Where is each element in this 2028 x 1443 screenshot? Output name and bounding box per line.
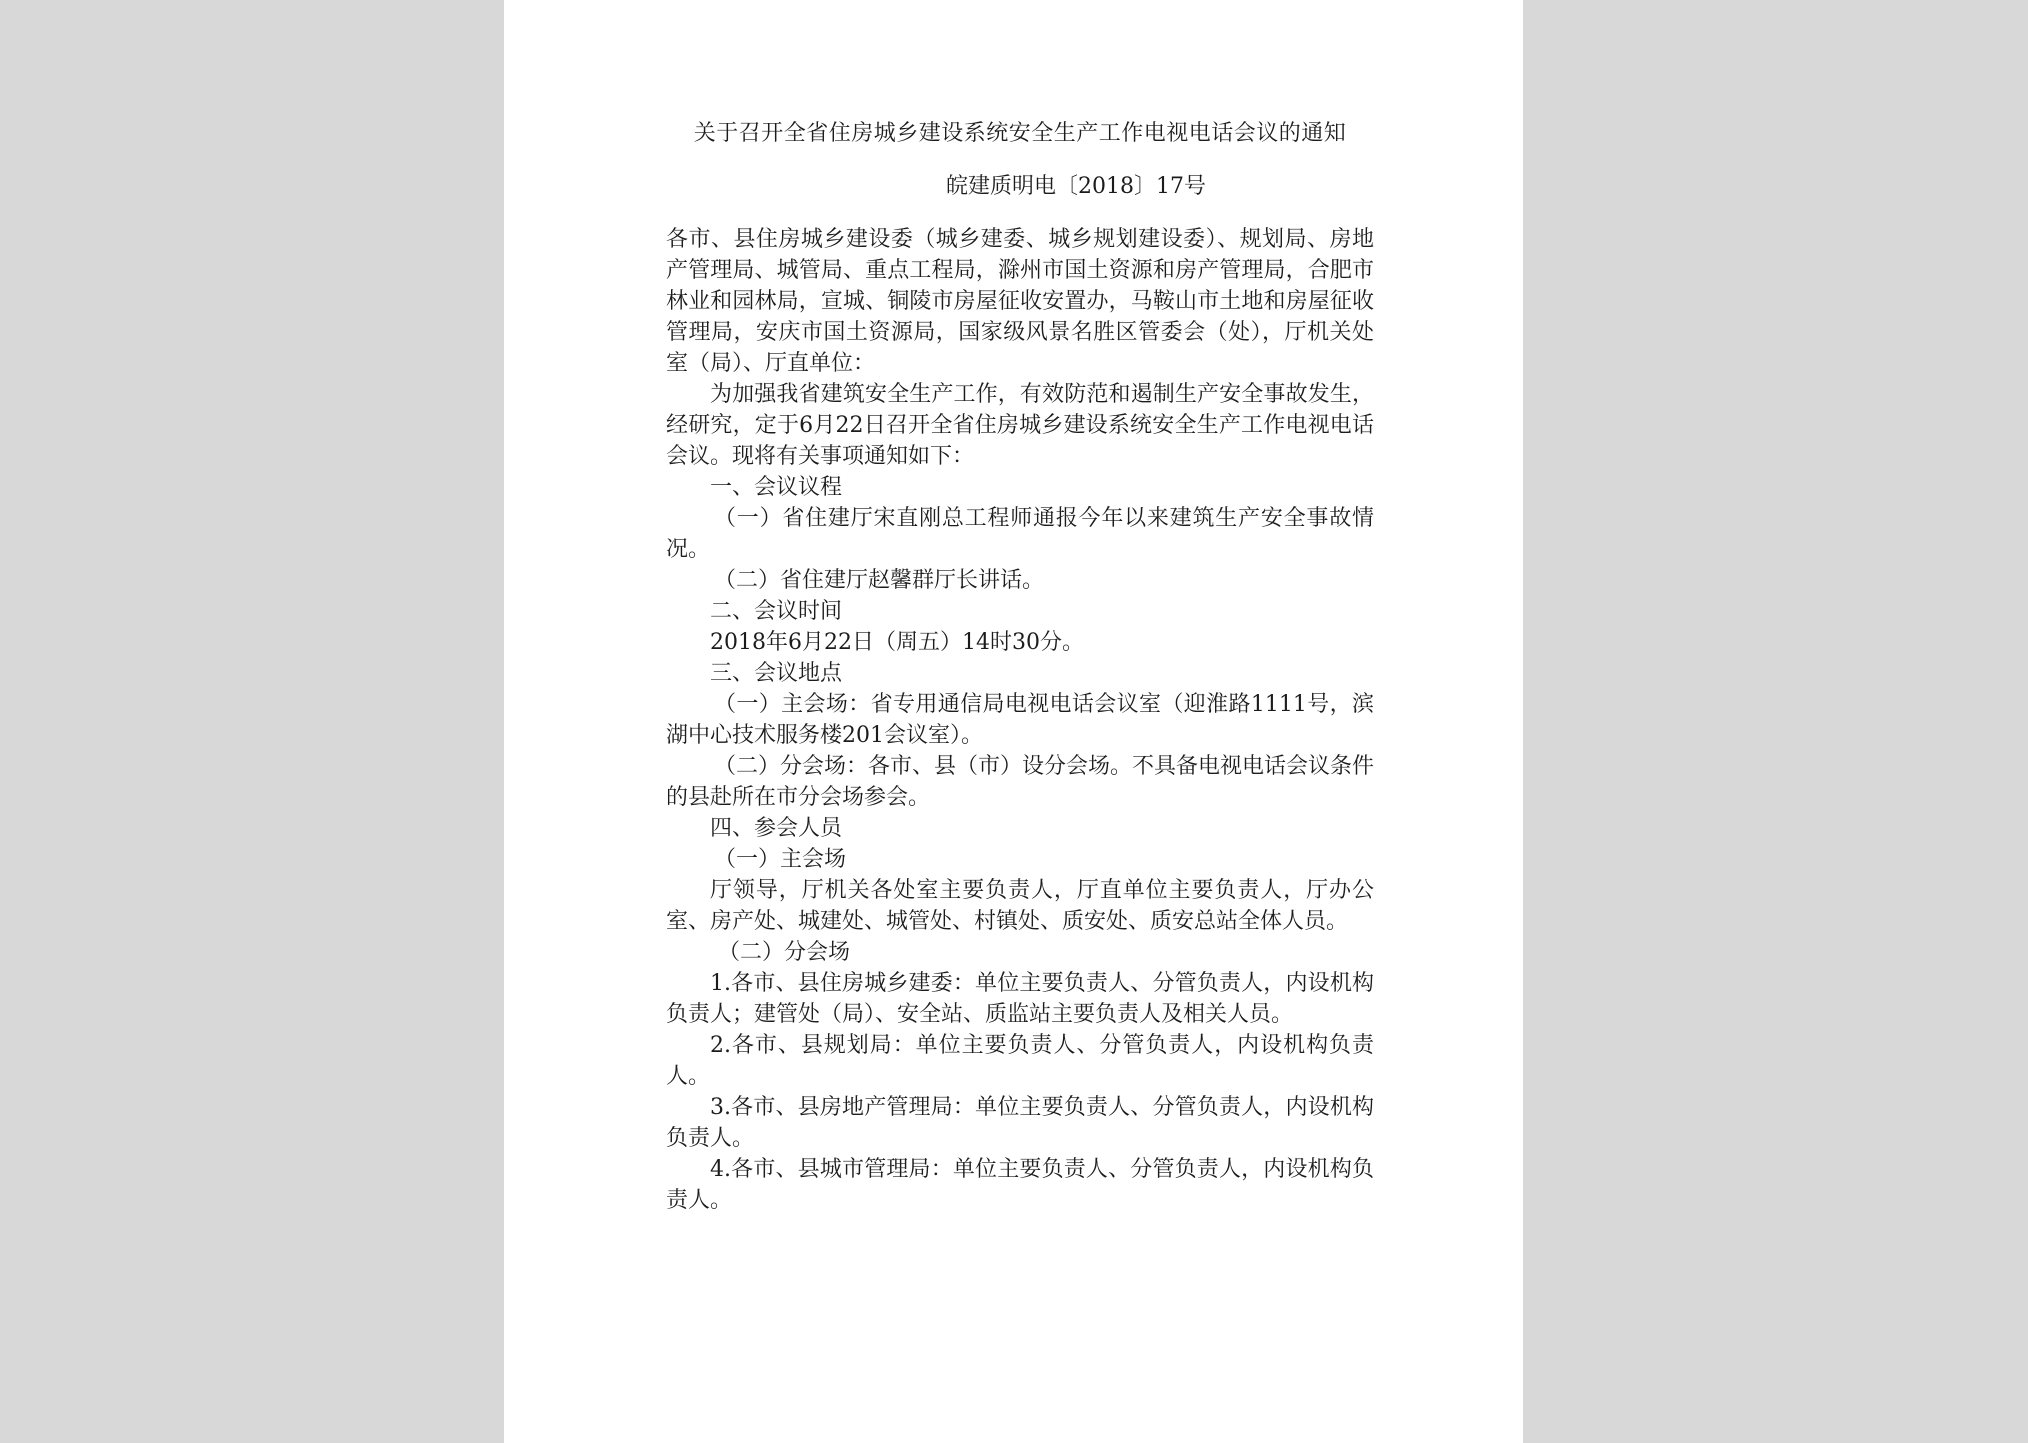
document-title: 关于召开全省住房城乡建设系统安全生产工作电视电话会议的通知: [693, 121, 1347, 146]
section-heading-location: 三、会议地点: [710, 661, 843, 686]
document-page: [504, 0, 1523, 1443]
attendees-main-venue-heading: （一）主会场: [714, 847, 847, 872]
attendees-main-venue-text: 厅领导，厅机关各处室主要负责人，厅直单位主要负责人，厅办公室、房产处、城建处、城管处、村镇处、质安处、质安总站全体人员。: [666, 878, 1374, 934]
section-heading-time: 二、会议时间: [710, 599, 843, 624]
location-item-2: （二）分会场：各市、县（市）设分会场。不具备电视电话会议条件的县赴所在市分会场参会。: [666, 754, 1375, 810]
attendees-branch-venue-heading: （二）分会场: [718, 940, 851, 965]
document-number: 皖建质明电〔2018〕17号: [946, 174, 1206, 199]
meeting-time-text: 2018年6月22日（周五）14时30分。: [710, 630, 1084, 655]
document-body: [666, 224, 1374, 1216]
location-item-1: （一）主会场：省专用通信局电视电话会议室（迎淮路1111号，滨湖中心技术服务楼201会议室）。: [666, 692, 1374, 748]
attendees-branch-item-3: 3.各市、县房地产管理局：单位主要负责人、分管负责人，内设机构负责人。: [666, 1095, 1374, 1151]
intro-paragraph: 为加强我省建筑安全生产工作，有效防范和遏制生产安全事故发生，经研究，定于6月22日召开全省住房城乡建设系统安全生产工作电视电话会议。现将有关事项通知如下：: [666, 382, 1374, 469]
agenda-item-2: （二）省住建厅赵馨群厅长讲话。: [714, 568, 1045, 593]
attendees-branch-item-1: 1.各市、县住房城乡建委：单位主要负责人、分管负责人，内设机构负责人；建管处（局）、安全站、质监站主要负责人及相关人员。: [666, 971, 1374, 1027]
section-heading-attendees: 四、参会人员: [710, 816, 843, 841]
section-heading-agenda: 一、会议议程: [710, 475, 843, 500]
attendees-branch-item-2: 2.各市、县规划局：单位主要负责人、分管负责人，内设机构负责人。: [666, 1033, 1374, 1089]
document-content: [666, 118, 1374, 1216]
addressee-paragraph: 各市、县住房城乡建设委（城乡建委、城乡规划建设委）、规划局、房地产管理局、城管局、重点工程局，滁州市国土资源和房产管理局，合肥市林业和园林局，宣城、铜陵市房屋征收安置办，马鞍山市土地和房屋征收管理局，安庆市国土资源局，国家级风景名胜区管委会（处），厅机关处室（局）、厅直单位：: [666, 227, 1374, 376]
attendees-branch-item-4: 4.各市、县城市管理局：单位主要负责人、分管负责人，内设机构负责人。: [666, 1157, 1374, 1213]
agenda-item-1: （一）省住建厅宋直刚总工程师通报今年以来建筑生产安全事故情况。: [666, 506, 1374, 562]
